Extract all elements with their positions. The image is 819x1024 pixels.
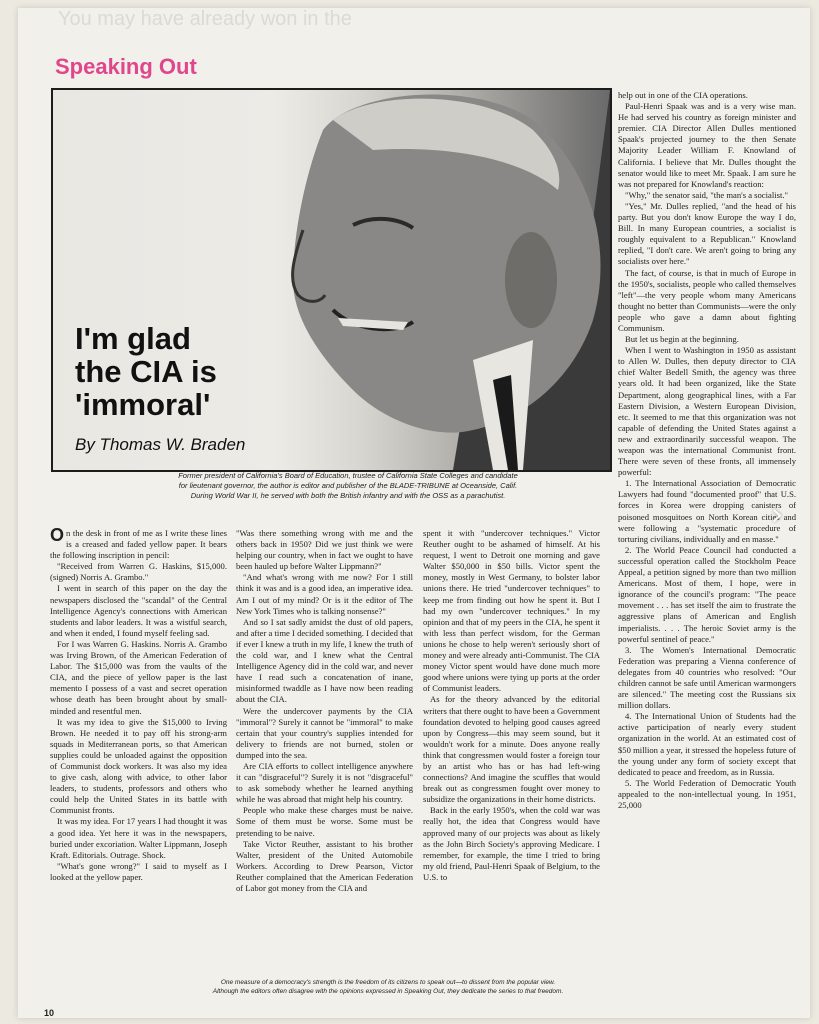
paragraph: 1. The International Association of Democratic Lawyers had found "documented proof" that U.S. forces in Korea were dropping canisters of poisoned mosquitoes on North Korean cities and were following a "systematic procedure of torturing civilians, individually and en masse." xyxy=(618,478,796,544)
paragraph: It was my idea. For 17 years I had thought it was a good idea. Yet here it was in the newspapers, buried under excoriation. Walter Lippmann, Joseph Kraft. Editorials. Outrage. Shock. xyxy=(50,816,227,860)
paragraph: 4. The International Union of Students had the active participation of nearly every student organization in the world. At an estimated cost of $50 million a year, it stressed the hopeless future of the young under any form of society except that dedicated to peace and freedom, as in Russia. xyxy=(618,711,796,777)
author-photo xyxy=(51,88,612,472)
paragraph xyxy=(50,528,227,561)
page-number: 10 xyxy=(44,1008,55,1018)
paragraph: 3. The Women's International Democratic Federation was preparing a Vienna conference of delegates from 40 countries who resolved: "Our children cannot be safe until American warmongers are silenced." The meeting cost the Russians six million dollars. xyxy=(618,644,796,711)
paragraph: Back in the early 1950's, when the cold war was really hot, the idea that Congress would have approved many of our projects was about as likely as the John Birch Society's approving Medicare. I remember, for example, the time I tried to bring my old friend, Paul-Henri Spaak of Belgium, to the U.S. to xyxy=(423,805,600,882)
paragraph: The fact, of course, is that in much of Europe in the 1950's, socialists, people who called themselves "left"—the very people whom many Americans thought no better than Communists—were the only people who gave a damn about fighting Communism. xyxy=(618,267,796,333)
paragraph: "Was there something wrong with me and the others back in 1950? Did we just think we were helping our country, when in fact we ought to have been hauled up before Walter Lippmann?" xyxy=(236,528,413,572)
editorial-note: One measure of a democracy's strength is the freedom of its citizens to speak out—to dissent from the popular view. Although the editors often disagree with the opinions expressed in Speaking Out, they dedicate the series to that freedom. xyxy=(212,979,564,995)
drop-cap: O xyxy=(50,528,65,545)
headline-line-3: 'immoral' xyxy=(75,387,211,422)
article-column-2 xyxy=(236,528,413,978)
paragraph: "And what's wrong with me now? For I still think it was and is a good idea, an imperative idea. Am I out of my mind? Or is it the editor of The New York Times who is talking nonsense?" xyxy=(236,572,413,616)
paragraph: As for the theory advanced by the editorial writers that there ought to have been a Government foundation devoted to helping good causes agreed upon by Congress—this may seem sound, but it wouldn't work for a minute. Does anyone really think that congressmen would foster a foreign tour by an artist who has or has had left-wing connections? And imagine the scuffles that would break out as congressmen fought over money to subsidize the organizations in their home districts. xyxy=(423,694,600,805)
paragraph: People who make these charges must be naive. Some of them must be worse. Some must be pretending to be naive. xyxy=(236,805,413,838)
paragraph: And so I sat sadly amidst the dust of old papers, and after a time I decided something. I decided that if ever I knew a truth in my life, I knew the truth of the cold war, and I knew what the Central Intelligence Agency did in the cold war, and never have I read such a concatenation of inane, misinformed twaddle as I have now been reading about the CIA. xyxy=(236,616,413,705)
paragraph: When I went to Washington in 1950 as assistant to Allen W. Dulles, then deputy director to CIA chief Walter Bedell Smith, the agency was three years old. It had been organized, like the State Department, along geographical lines, with a Far Eastern Division, a Western European Division, etc. It seemed to me that this organization was not capable of defending the United States against a new and extraordinarily successful weapon. The weapon was the international Communist front. There were seven of these fronts, all immensely powerful: xyxy=(618,345,796,478)
paragraph: Were the undercover payments by the CIA "immoral"? Surely it cannot be "immoral" to make certain that your country's supplies intended for delivery to friends are not burned, stolen or dumped into the sea. xyxy=(236,705,413,760)
next-page-chevron-icon[interactable]: › xyxy=(770,495,784,533)
paragraph: Are CIA efforts to collect intelligence anywhere it can "disgraceful"? Surely it is not "disgraceful" to ask somebody whether he learned anything while he was abroad that might help his country. xyxy=(236,760,413,805)
paragraph: "What's gone wrong?" I said to myself as I looked at the yellow paper. xyxy=(50,860,227,882)
paragraph: help out in one of the CIA operations. xyxy=(618,90,748,100)
photo-caption: Former president of California's Board of Education, trustee of California State Colleges and candidate for lieutenant governor, the author is editor and publisher of the BLADE-TRIBUNE at Oceanside, Calif. During World War II, he served with both the British infantry and with the OSS as a parachutist. xyxy=(178,471,518,500)
paragraph: Take Victor Reuther, assistant to his brother Walter, president of the United Automobile Workers. According to Drew Pearson, Victor Reuther complained that the American Federation of Labor got money from the CIA and xyxy=(236,838,413,893)
headline-line-1: I'm glad xyxy=(75,321,191,356)
paragraph: It was my idea to give the $15,000 to Irving Brown. He needed it to pay off his strong-arm squads in Mediterranean ports, so that American supplies could be unloaded against the opposition of Communist dock workers. It was also my idea to give cash, along with advice, to other labor leaders, to students, professors and others who could help the United States in its battle with Communist fronts. xyxy=(50,716,227,816)
section-label: Speaking Out xyxy=(55,54,197,79)
article-column-3 xyxy=(423,528,600,978)
paragraph: "Why," the senator said, "the man's a socialist." xyxy=(625,189,788,200)
paragraph: 5. The World Federation of Democratic Youth appealed to the non-intellectual young. In 1951, 25,000 xyxy=(618,777,796,810)
paragraph: spent it with "undercover techniques." Victor Reuther ought to be ashamed of himself. At his request, I went to Detroit one morning and gave Walter $50,000 in $50 bills. Victor spent the money, mostly in West Germany, to bolster labor unions there. He tried "undercover techniques" to keep me from finding out how he spent it. But I had my own "undercover techniques." In my opinion and that of my peers in the CIA, he spent it with less than perfect wisdom, for the German unions he chose to help weren't seriously short of money and were already anti-Communist. The CIA money Victor spent would have done much more good where unions were tying up ports at the order of Communist leaders. xyxy=(423,528,600,694)
paragraph-text: n the desk in front of me as I write these lines is a creased and faded yellow paper. It bears the following inscription in pencil: xyxy=(50,528,227,561)
paragraph: For I was Warren G. Haskins. Norris A. Grambo was Irving Brown, of the American Federation of Labor. The $15,000 was from the vaults of the CIA, and the piece of yellow paper is the last memento I possess of a vast and secret operation whose death has been brought about by small-minded and resentful men. xyxy=(50,638,227,716)
paragraph: "Received from Warren G. Haskins, $15,000. (signed) Norris A. Grambo." xyxy=(50,561,227,583)
magazine-page xyxy=(18,8,810,1018)
byline: By Thomas W. Braden xyxy=(75,435,246,454)
paragraph: Paul-Henri Spaak was and is a very wise man. He had served his country as foreign minister and premier. CIA Director Allen Dulles mentioned Spaak's projected journey to the then Senate Majority Leader William F. Knowland of California. I believe that Mr. Dulles thought the senator would like to meet Mr. Spaak. I am sure he was not prepared for Knowland's reaction: xyxy=(618,101,796,189)
headline xyxy=(75,322,217,421)
paragraph: But let us begin at the beginning. xyxy=(625,334,739,345)
bleed-through-text: You may have already won in the xyxy=(58,8,352,30)
paragraph: I went in search of this paper on the day the newspapers disclosed the "scandal" of the Central Intelligence Agency's connections with American students and labor leaders. It was a wistful search, and when it ended, I found myself feeling sad. xyxy=(50,583,227,638)
paragraph: "Yes," Mr. Dulles replied, "and the head of his party. But you don't know Europe the way I do, Bill. In many European countries, a socialist is roughly equivalent to a Republican." Knowland replied, "I don't care. We aren't going to bring any socialists over here." xyxy=(618,200,796,267)
paragraph: 2. The World Peace Council had conducted a successful operation called the Stockholm Peace Appeal, a petition signed by more than two million Americans. Most of them, I hope, were in ignorance of the council's program: "The peace movement . . . has set itself the aim to frustrate the aggressive plans of American and English imperialists. . . . The heroic Soviet army is the powerful sentinel of peace." xyxy=(618,544,796,644)
article-column-1 xyxy=(50,528,227,978)
headline-line-2: the CIA is xyxy=(75,354,217,389)
